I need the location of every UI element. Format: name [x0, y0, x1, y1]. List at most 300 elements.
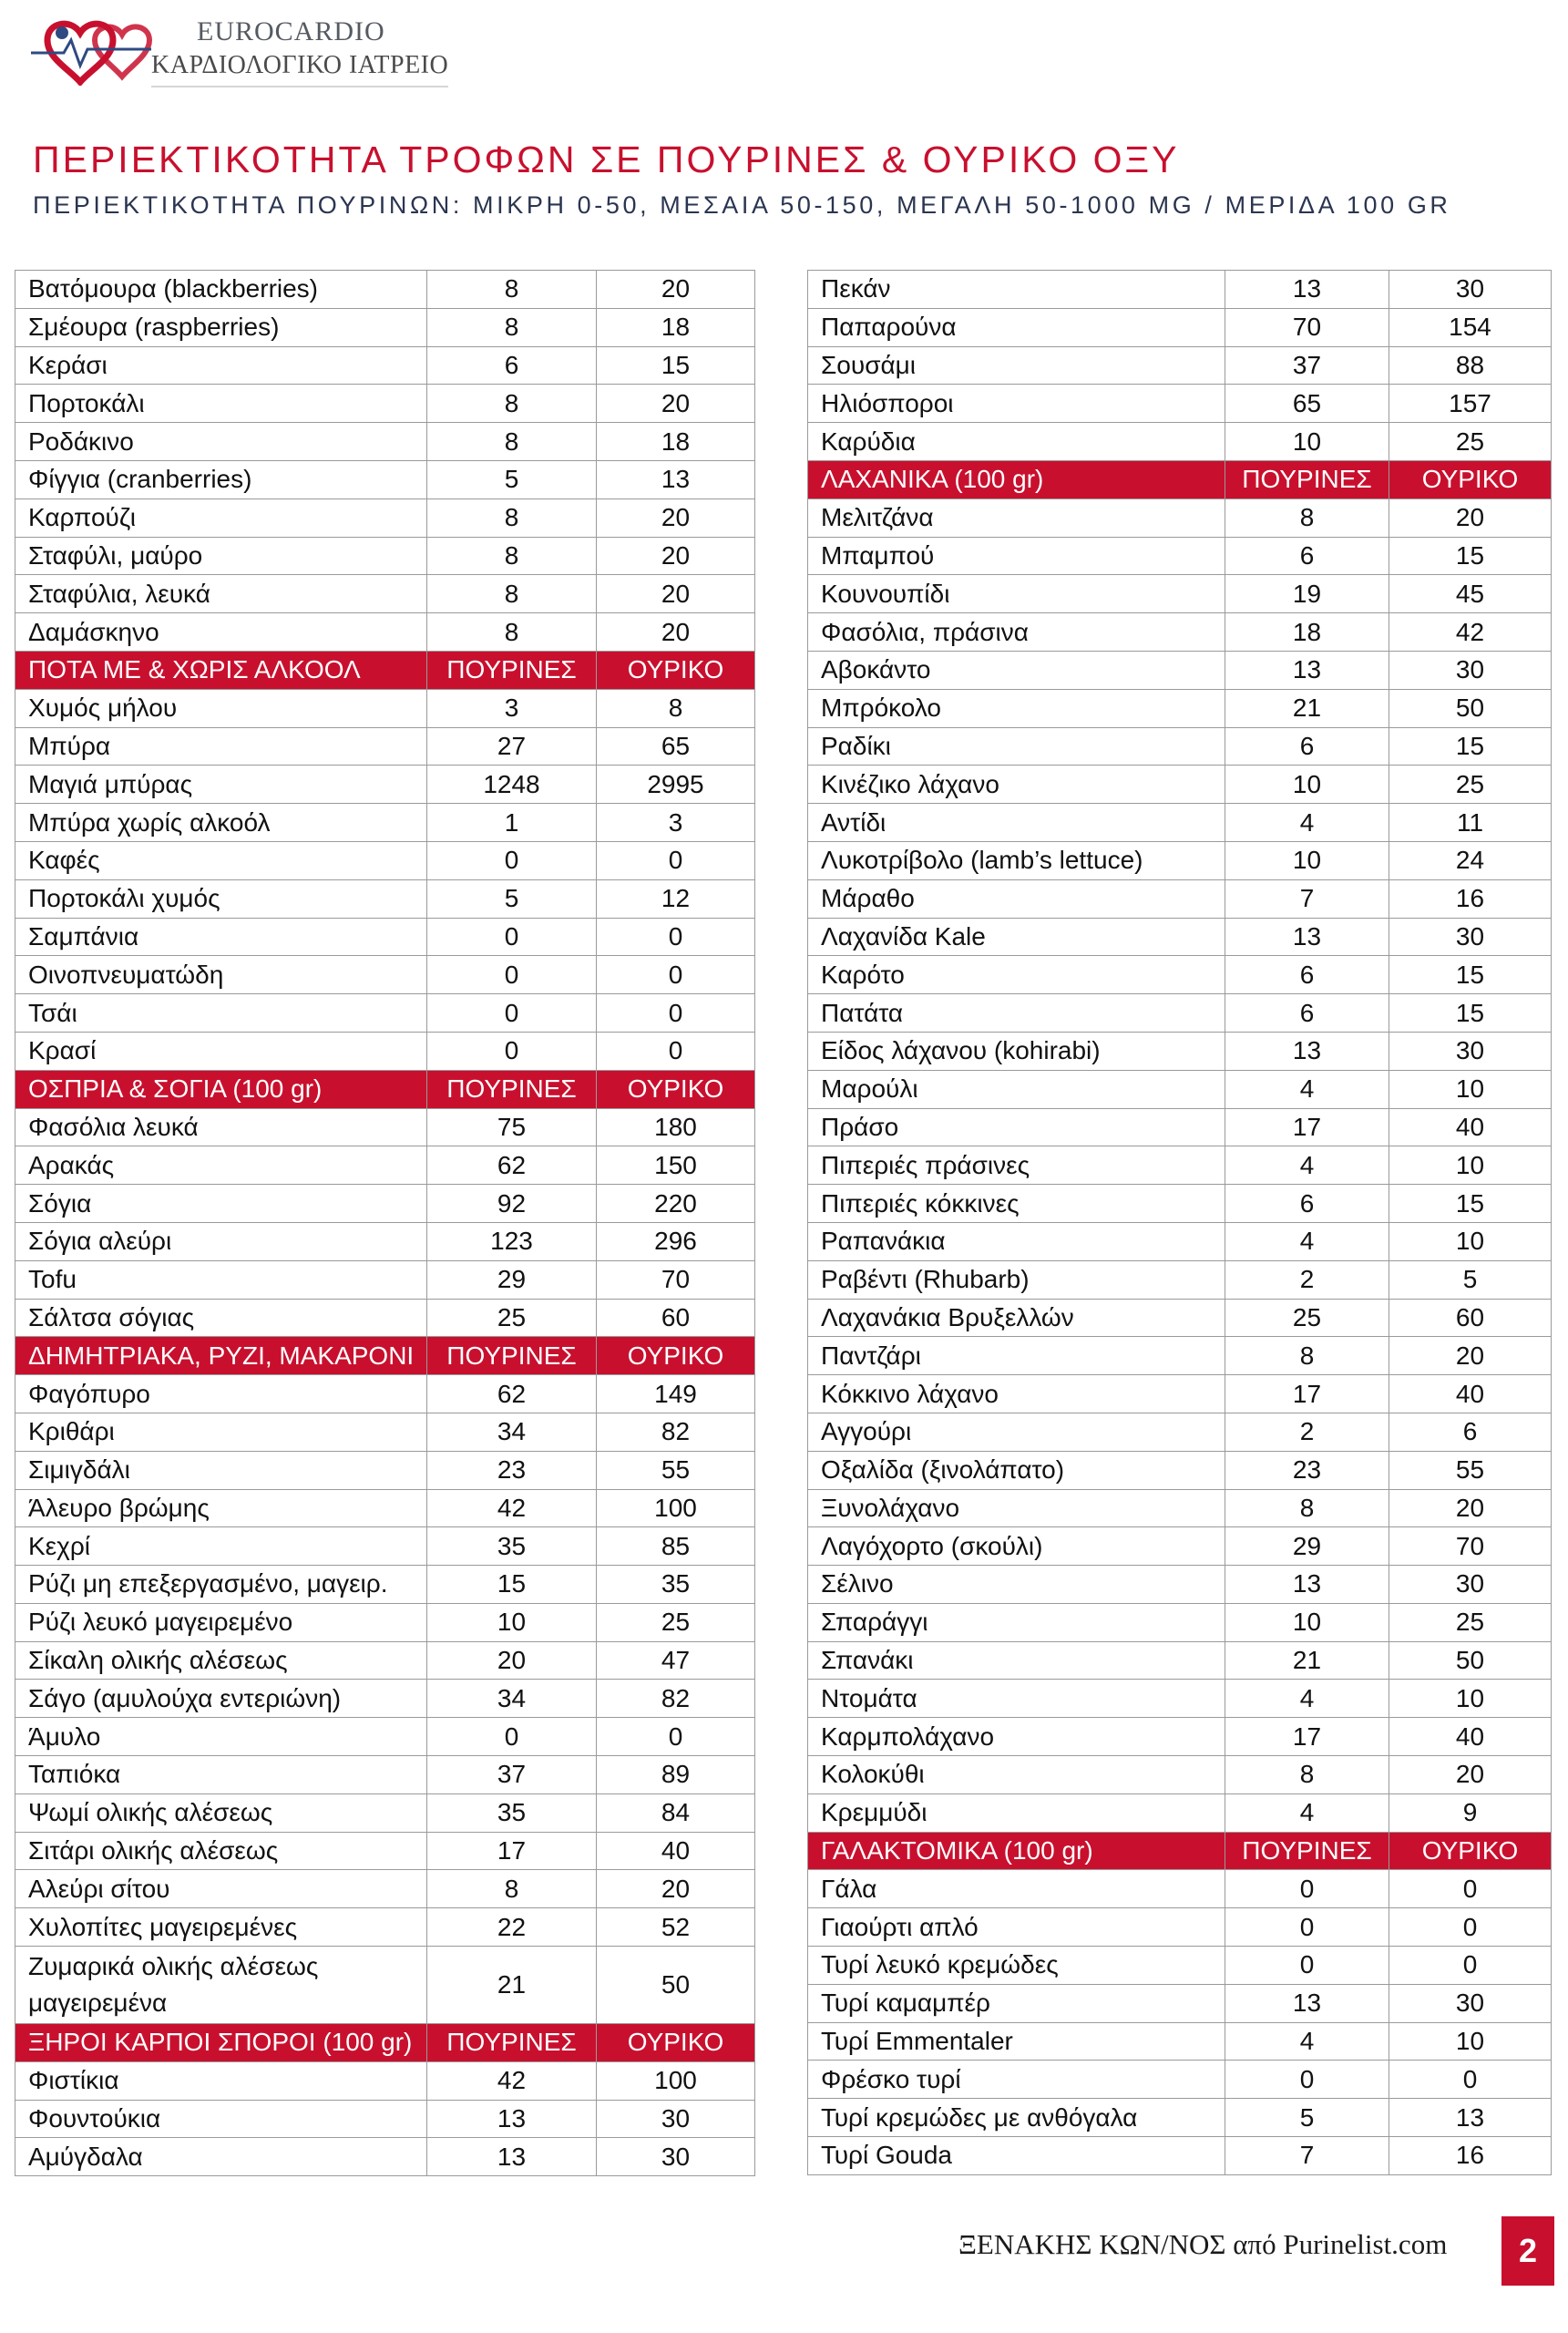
- table-row: [15, 1413, 755, 1451]
- purines-cell: 3: [427, 689, 597, 727]
- food-name-cell: Καρπούζι: [15, 498, 427, 537]
- food-name-cell: Σιμιγδάλι: [15, 1451, 427, 1489]
- purine-table-left: [15, 270, 755, 2176]
- uric-acid-cell: 60: [597, 1299, 755, 1337]
- uric-acid-cell: 70: [1389, 1527, 1552, 1566]
- uric-acid-cell: 25: [1389, 1603, 1552, 1641]
- food-name-cell: ΓΑΛΑΚΤΟΜΙΚΑ (100 gr): [808, 1832, 1225, 1870]
- purines-cell: 6: [1225, 1185, 1389, 1223]
- uric-acid-cell: 30: [1389, 918, 1552, 956]
- uric-acid-cell: 10: [1389, 2022, 1552, 2061]
- purines-cell: 1: [427, 804, 597, 842]
- table-row: [808, 423, 1552, 461]
- uric-acid-cell: 220: [597, 1185, 755, 1223]
- purines-cell: 65: [1225, 385, 1389, 423]
- purines-cell: 10: [1225, 766, 1389, 804]
- uric-acid-cell: 100: [597, 1489, 755, 1527]
- purines-cell: 35: [427, 1793, 597, 1832]
- uric-acid-cell: 40: [1389, 1375, 1552, 1413]
- purines-cell: 34: [427, 1680, 597, 1718]
- food-name-cell: Χυμός μήλου: [15, 689, 427, 727]
- table-row: [15, 804, 755, 842]
- food-name-cell: Ρύζι μη επεξεργασμένο, μαγειρ.: [15, 1566, 427, 1604]
- uric-acid-cell: 82: [597, 1680, 755, 1718]
- uric-acid-cell: 0: [597, 1032, 755, 1070]
- purines-cell: 62: [427, 1375, 597, 1413]
- purines-cell: 15: [427, 1566, 597, 1604]
- uric-acid-cell: 20: [597, 613, 755, 652]
- food-name-cell: Μπαμπού: [808, 537, 1225, 575]
- uric-acid-cell: 296: [597, 1222, 755, 1260]
- uric-acid-cell: 84: [597, 1793, 755, 1832]
- food-name-cell: Πράσο: [808, 1108, 1225, 1146]
- logo: [27, 5, 456, 97]
- purines-cell: 8: [427, 423, 597, 461]
- uric-acid-cell: 3: [597, 804, 755, 842]
- food-name-cell: Φρέσκο τυρί: [808, 2061, 1225, 2099]
- purines-cell: 92: [427, 1185, 597, 1223]
- purines-cell: 70: [1225, 308, 1389, 346]
- purines-cell: 21: [1225, 1641, 1389, 1680]
- uric-acid-cell: 30: [597, 2100, 755, 2138]
- uric-acid-cell: 40: [1389, 1718, 1552, 1756]
- uric-acid-cell: 10: [1389, 1146, 1552, 1185]
- food-name-cell: Αγγούρι: [808, 1413, 1225, 1451]
- purines-cell: 10: [427, 1603, 597, 1641]
- purines-cell: 8: [427, 575, 597, 613]
- uric-acid-cell: 35: [597, 1566, 755, 1604]
- purines-cell: 29: [1225, 1527, 1389, 1566]
- food-name-cell: Γάλα: [808, 1870, 1225, 1908]
- table-row: [15, 1870, 755, 1908]
- food-name-cell: Ραδίκι: [808, 727, 1225, 766]
- table-row: [808, 918, 1552, 956]
- table-row: [15, 271, 755, 309]
- table-row: [808, 1375, 1552, 1413]
- purines-cell: 0: [427, 1032, 597, 1070]
- uric-acid-cell: 9: [1389, 1793, 1552, 1832]
- food-name-cell: Γιαούρτι απλό: [808, 1908, 1225, 1947]
- food-name-cell: Τυρί λευκό κρεμώδες: [808, 1947, 1225, 1985]
- food-name-cell: Ψωμί ολικής αλέσεως: [15, 1793, 427, 1832]
- purines-cell: 0: [427, 1718, 597, 1756]
- purines-cell: 8: [427, 385, 597, 423]
- uric-acid-cell: 13: [597, 460, 755, 498]
- purines-cell: ΠΟΥΡΙΝΕΣ: [1225, 1832, 1389, 1870]
- purines-cell: ΠΟΥΡΙΝΕΣ: [427, 2024, 597, 2062]
- purines-cell: 0: [1225, 1947, 1389, 1985]
- food-name-cell: Φασόλια λευκά: [15, 1108, 427, 1146]
- uric-acid-cell: 24: [1389, 841, 1552, 879]
- table-row: [15, 1756, 755, 1794]
- food-name-cell: Ηλιόσποροι: [808, 385, 1225, 423]
- purines-cell: 4: [1225, 804, 1389, 842]
- uric-acid-cell: 40: [1389, 1108, 1552, 1146]
- table-row: [808, 1756, 1552, 1794]
- food-name-cell: Κρεμμύδι: [808, 1793, 1225, 1832]
- uric-acid-cell: 0: [597, 918, 755, 956]
- uric-acid-cell: 0: [1389, 1908, 1552, 1947]
- table-row: [15, 727, 755, 766]
- table-row: [15, 1793, 755, 1832]
- uric-acid-cell: ΟΥΡΙΚΟ: [597, 1337, 755, 1375]
- purines-cell: 42: [427, 1489, 597, 1527]
- food-name-cell: Άλευρο βρώμης: [15, 1489, 427, 1527]
- food-name-cell: Πορτοκάλι: [15, 385, 427, 423]
- uric-acid-cell: 8: [597, 689, 755, 727]
- food-name-cell: Σουσάμι: [808, 346, 1225, 385]
- purines-cell: ΠΟΥΡΙΝΕΣ: [427, 1070, 597, 1108]
- uric-acid-cell: 25: [1389, 766, 1552, 804]
- uric-acid-cell: 20: [1389, 1337, 1552, 1375]
- uric-acid-cell: 150: [597, 1146, 755, 1185]
- food-name-cell: Μπύρα: [15, 727, 427, 766]
- uric-acid-cell: 55: [597, 1451, 755, 1489]
- uric-acid-cell: 15: [1389, 1185, 1552, 1223]
- purines-cell: 5: [427, 879, 597, 918]
- purines-cell: 4: [1225, 1222, 1389, 1260]
- logo-subtitle: ΚΑΡΔΙΟΛΟΓΙΚΟ ΙΑΤΡΕΙΟ: [151, 51, 448, 87]
- table-row: [808, 271, 1552, 309]
- food-name-cell: Αμύγδαλα: [15, 2138, 427, 2176]
- food-name-cell: Κεράσι: [15, 346, 427, 385]
- food-name-cell: Καφές: [15, 841, 427, 879]
- table-row: [15, 460, 755, 498]
- table-row: [15, 346, 755, 385]
- food-name-cell: Αλεύρι σίτου: [15, 1870, 427, 1908]
- food-name-cell: Σέλινο: [808, 1566, 1225, 1604]
- food-name-cell: Παπαρούνα: [808, 308, 1225, 346]
- food-name-cell: Καρμπολάχανο: [808, 1718, 1225, 1756]
- uric-acid-cell: 42: [1389, 613, 1552, 652]
- purines-cell: 6: [1225, 956, 1389, 994]
- food-name-cell: Λυκοτρίβολο (lamb’s lettuce): [808, 841, 1225, 879]
- table-row: [15, 575, 755, 613]
- food-name-cell: Μελιτζάνα: [808, 498, 1225, 537]
- table-row: [808, 1566, 1552, 1604]
- uric-acid-cell: 20: [1389, 1489, 1552, 1527]
- uric-acid-cell: 0: [1389, 2061, 1552, 2099]
- purines-cell: 2: [1225, 1413, 1389, 1451]
- purines-cell: 13: [1225, 1032, 1389, 1070]
- uric-acid-cell: 100: [597, 2061, 755, 2100]
- purines-cell: 0: [427, 956, 597, 994]
- table-row: [808, 537, 1552, 575]
- uric-acid-cell: ΟΥΡΙΚΟ: [597, 651, 755, 689]
- table-row: [15, 2100, 755, 2138]
- table-row: [15, 689, 755, 727]
- food-name-cell: Σπανάκι: [808, 1641, 1225, 1680]
- uric-acid-cell: 20: [1389, 1756, 1552, 1794]
- purines-cell: 0: [1225, 1908, 1389, 1947]
- table-row: [15, 423, 755, 461]
- table-row: [15, 1260, 755, 1299]
- category-header-row: [15, 2024, 755, 2062]
- purines-cell: 23: [427, 1451, 597, 1489]
- table-row: [15, 1185, 755, 1223]
- category-header-row: [808, 460, 1552, 498]
- table-row: [808, 1108, 1552, 1146]
- food-name-cell: Αντίδι: [808, 804, 1225, 842]
- food-name-cell: Ρύζι λευκό μαγειρεμένο: [15, 1603, 427, 1641]
- purines-cell: 6: [427, 346, 597, 385]
- purines-cell: 25: [427, 1299, 597, 1337]
- table-row: [808, 1527, 1552, 1566]
- food-name-cell: Ραπανάκια: [808, 1222, 1225, 1260]
- uric-acid-cell: 15: [1389, 994, 1552, 1033]
- uric-acid-cell: 5: [1389, 1260, 1552, 1299]
- food-name-cell: ΔΗΜΗΤΡΙΑΚΑ, ΡΥΖΙ, ΜΑΚΑΡΟΝΙ: [15, 1337, 427, 1375]
- table-row: [808, 385, 1552, 423]
- uric-acid-cell: 30: [1389, 1566, 1552, 1604]
- food-name-cell: Δαμάσκηνο: [15, 613, 427, 652]
- food-name-cell: ΞΗΡΟΙ ΚΑΡΠΟΙ ΣΠΟΡΟΙ (100 gr): [15, 2024, 427, 2062]
- table-row: [808, 2022, 1552, 2061]
- food-name-cell: Μπρόκολο: [808, 689, 1225, 727]
- purines-cell: ΠΟΥΡΙΝΕΣ: [1225, 460, 1389, 498]
- uric-acid-cell: 20: [597, 1870, 755, 1908]
- uric-acid-cell: 20: [597, 271, 755, 309]
- food-name-cell: Φουντούκια: [15, 2100, 427, 2138]
- purines-cell: 6: [1225, 727, 1389, 766]
- purines-cell: 35: [427, 1527, 597, 1566]
- category-header-row: [808, 1832, 1552, 1870]
- food-name-cell: Σταφύλι, μαύρο: [15, 537, 427, 575]
- table-row: [15, 841, 755, 879]
- purines-cell: 23: [1225, 1451, 1389, 1489]
- food-name-cell: Πιπεριές πράσινες: [808, 1146, 1225, 1185]
- food-name-cell: Τυρί Gouda: [808, 2137, 1225, 2175]
- food-name-cell: Αβοκάντο: [808, 651, 1225, 689]
- uric-acid-cell: 55: [1389, 1451, 1552, 1489]
- table-row: [15, 1680, 755, 1718]
- uric-acid-cell: 18: [597, 423, 755, 461]
- food-name-cell: Κολοκύθι: [808, 1756, 1225, 1794]
- uric-acid-cell: 10: [1389, 1222, 1552, 1260]
- purines-cell: 13: [427, 2100, 597, 2138]
- food-name-cell: Πορτοκάλι χυμός: [15, 879, 427, 918]
- food-name-cell: Κριθάρι: [15, 1413, 427, 1451]
- uric-acid-cell: 20: [1389, 498, 1552, 537]
- food-name-cell: Βατόμουρα (blackberries): [15, 271, 427, 309]
- table-row: [808, 1641, 1552, 1680]
- table-row: [15, 1908, 755, 1947]
- purines-cell: 42: [427, 2061, 597, 2100]
- uric-acid-cell: 30: [1389, 1984, 1552, 2022]
- table-row: [15, 1451, 755, 1489]
- uric-acid-cell: ΟΥΡΙΚΟ: [597, 2024, 755, 2062]
- uric-acid-cell: 0: [597, 841, 755, 879]
- purines-cell: 22: [427, 1908, 597, 1947]
- purines-cell: 8: [427, 308, 597, 346]
- table-row: [808, 2099, 1552, 2137]
- food-name-cell: ΟΣΠΡΙΑ & ΣΟΓΙΑ (100 gr): [15, 1070, 427, 1108]
- table-row: [808, 804, 1552, 842]
- uric-acid-cell: 6: [1389, 1413, 1552, 1451]
- table-row: [808, 1299, 1552, 1337]
- purines-cell: 7: [1225, 2137, 1389, 2175]
- heart-logo-icon: [27, 13, 155, 86]
- table-row: [808, 346, 1552, 385]
- purines-cell: 10: [1225, 1603, 1389, 1641]
- table-row: [15, 1641, 755, 1680]
- purines-cell: 37: [1225, 346, 1389, 385]
- food-name-cell: Tofu: [15, 1260, 427, 1299]
- table-row: [808, 2137, 1552, 2175]
- food-name-cell: Σίκαλη ολικής αλέσεως: [15, 1641, 427, 1680]
- food-name-cell: Κρασί: [15, 1032, 427, 1070]
- table-row: [15, 1527, 755, 1566]
- page-number: 2: [1501, 2216, 1554, 2286]
- page-subtitle: ΠΕΡΙΕΚΤΙΚΟΤΗΤΑ ΠΟΥΡΙΝΩΝ: ΜΙΚΡΗ 0-50, ΜΕΣΑΙΑ 50-150, ΜΕΓΑΛΗ 50-1000 MG / ΜΕΡΙΔΑ 100 GR: [33, 191, 1451, 219]
- food-name-cell: Οξαλίδα (ξινολάπατο): [808, 1451, 1225, 1489]
- food-name-cell: Λαχανίδα Kale: [808, 918, 1225, 956]
- uric-acid-cell: 50: [597, 1947, 755, 2024]
- table-row: [808, 575, 1552, 613]
- uric-acid-cell: 52: [597, 1908, 755, 1947]
- table-row: [15, 537, 755, 575]
- table-row: [15, 613, 755, 652]
- food-name-cell: Μαρούλι: [808, 1070, 1225, 1108]
- food-name-cell: Άμυλο: [15, 1718, 427, 1756]
- table-row: [808, 1222, 1552, 1260]
- purines-cell: 13: [427, 2138, 597, 2176]
- food-name-cell: Μπύρα χωρίς αλκοόλ: [15, 804, 427, 842]
- uric-acid-cell: 180: [597, 1108, 755, 1146]
- food-name-cell: Ταπιόκα: [15, 1756, 427, 1794]
- purines-cell: 34: [427, 1413, 597, 1451]
- purines-cell: 27: [427, 727, 597, 766]
- table-row: [808, 1947, 1552, 1985]
- table-row: [15, 2138, 755, 2176]
- food-name-cell: Πιπεριές κόκκινες: [808, 1185, 1225, 1223]
- uric-acid-cell: ΟΥΡΙΚΟ: [1389, 1832, 1552, 1870]
- footer-credit: ΞΕΝΑΚΗΣ ΚΩΝ/ΝΟΣ από Purinelist.com: [958, 2228, 1448, 2260]
- food-name-cell: Ραβέντι (Rhubarb): [808, 1260, 1225, 1299]
- uric-acid-cell: 20: [597, 537, 755, 575]
- purines-cell: 8: [427, 1870, 597, 1908]
- purines-cell: ΠΟΥΡΙΝΕΣ: [427, 1337, 597, 1375]
- table-row: [808, 1908, 1552, 1947]
- category-header-row: [15, 1337, 755, 1375]
- purines-cell: 37: [427, 1756, 597, 1794]
- page-title: ΠΕΡΙΕΚΤΙΚΟΤΗΤΑ ΤΡΟΦΩΝ ΣΕ ΠΟΥΡΙΝΕΣ & ΟΥΡΙΚΟ ΟΞΥ: [33, 139, 1180, 180]
- purines-cell: 123: [427, 1222, 597, 1260]
- uric-acid-cell: ΟΥΡΙΚΟ: [1389, 460, 1552, 498]
- food-name-cell: Σόγια αλεύρι: [15, 1222, 427, 1260]
- table-row: [808, 689, 1552, 727]
- purines-cell: 20: [427, 1641, 597, 1680]
- food-name-cell: Φασόλια, πράσινα: [808, 613, 1225, 652]
- food-name-cell: Κόκκινο λάχανο: [808, 1375, 1225, 1413]
- purines-cell: 0: [427, 918, 597, 956]
- uric-acid-cell: 157: [1389, 385, 1552, 423]
- uric-acid-cell: 12: [597, 879, 755, 918]
- table-row: [808, 1260, 1552, 1299]
- table-row: [15, 1566, 755, 1604]
- food-name-cell: Κεχρί: [15, 1527, 427, 1566]
- uric-acid-cell: 40: [597, 1832, 755, 1870]
- table-row: [808, 956, 1552, 994]
- uric-acid-cell: 0: [597, 1718, 755, 1756]
- uric-acid-cell: 30: [1389, 651, 1552, 689]
- table-row: [15, 498, 755, 537]
- purines-cell: 5: [1225, 2099, 1389, 2137]
- food-name-cell: Είδος λάχανου (kohirabi): [808, 1032, 1225, 1070]
- uric-acid-cell: ΟΥΡΙΚΟ: [597, 1070, 755, 1108]
- food-name-cell: Πεκάν: [808, 271, 1225, 309]
- uric-acid-cell: 15: [1389, 537, 1552, 575]
- purines-cell: 13: [1225, 918, 1389, 956]
- food-name-cell: Ξυνολάχανο: [808, 1489, 1225, 1527]
- purines-cell: 13: [1225, 1566, 1389, 1604]
- food-name-cell: Σαμπάνια: [15, 918, 427, 956]
- food-name-cell: Αρακάς: [15, 1146, 427, 1185]
- food-name-cell: Σπαράγγι: [808, 1603, 1225, 1641]
- table-row: [15, 385, 755, 423]
- uric-acid-cell: 25: [597, 1603, 755, 1641]
- uric-acid-cell: 2995: [597, 766, 755, 804]
- food-name-cell: Σάλτσα σόγιας: [15, 1299, 427, 1337]
- purines-cell: 4: [1225, 1146, 1389, 1185]
- purines-cell: 8: [427, 271, 597, 309]
- table-row: [15, 994, 755, 1033]
- table-row: [15, 956, 755, 994]
- purines-cell: 4: [1225, 2022, 1389, 2061]
- table-row: [808, 308, 1552, 346]
- purines-cell: 21: [1225, 689, 1389, 727]
- uric-acid-cell: 11: [1389, 804, 1552, 842]
- food-name-cell: Σάγο (αμυλούχα εντεριώνη): [15, 1680, 427, 1718]
- food-name-cell: Φαγόπυρο: [15, 1375, 427, 1413]
- purines-cell: 10: [1225, 423, 1389, 461]
- food-name-cell: Λαχανάκια Βρυξελλών: [808, 1299, 1225, 1337]
- uric-acid-cell: 88: [1389, 346, 1552, 385]
- table-row: [808, 994, 1552, 1033]
- uric-acid-cell: 154: [1389, 308, 1552, 346]
- uric-acid-cell: 30: [1389, 271, 1552, 309]
- purines-cell: 13: [1225, 1984, 1389, 2022]
- uric-acid-cell: 45: [1389, 575, 1552, 613]
- purine-table-right: [807, 270, 1552, 2175]
- uric-acid-cell: 70: [597, 1260, 755, 1299]
- uric-acid-cell: 47: [597, 1641, 755, 1680]
- food-name-cell: Φίγγια (cranberries): [15, 460, 427, 498]
- table-row: [808, 1146, 1552, 1185]
- uric-acid-cell: 16: [1389, 879, 1552, 918]
- uric-acid-cell: 30: [597, 2138, 755, 2176]
- table-row: [15, 1108, 755, 1146]
- table-row: [15, 1375, 755, 1413]
- food-name-cell: Σμέουρα (raspberries): [15, 308, 427, 346]
- table-row: [808, 1032, 1552, 1070]
- purines-cell: 25: [1225, 1299, 1389, 1337]
- uric-acid-cell: 10: [1389, 1070, 1552, 1108]
- food-name-cell: Καρότο: [808, 956, 1225, 994]
- table-row: [15, 1032, 755, 1070]
- food-name-cell: Σιτάρι ολικής αλέσεως: [15, 1832, 427, 1870]
- food-name-cell: Κουνουπίδι: [808, 575, 1225, 613]
- uric-acid-cell: 0: [1389, 1947, 1552, 1985]
- uric-acid-cell: 89: [597, 1756, 755, 1794]
- food-name-cell: Μάραθο: [808, 879, 1225, 918]
- table-row: [808, 498, 1552, 537]
- table-row: [15, 918, 755, 956]
- purines-cell: 8: [1225, 498, 1389, 537]
- table-row: [15, 1718, 755, 1756]
- purines-cell: 0: [1225, 1870, 1389, 1908]
- purines-cell: 0: [1225, 2061, 1389, 2099]
